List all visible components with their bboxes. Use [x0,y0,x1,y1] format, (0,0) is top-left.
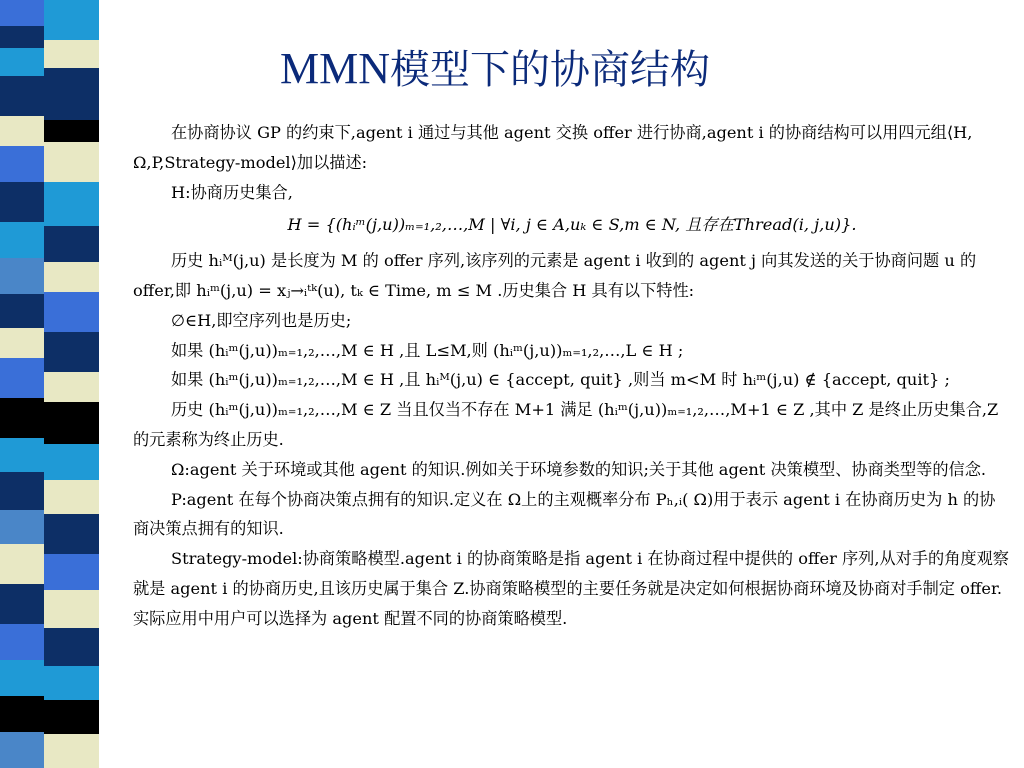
slide-title [280,38,900,95]
property-empty-sequence: ∅∈H,即空序列也是历史; [171,310,352,330]
title-latin: MMN [280,44,391,93]
property-terminal-history: 历史 (hᵢᵐ(j,u))ₘ₌₁,₂,…,M ∈ Z 当且仅当不存在 M+1 满足 (hᵢᵐ(j,u))ₘ₌₁,₂,…,M+1 ∈ Z ,其中 Z 是终止历史集合,Z 的元素称为终止历史. [133,400,999,449]
property-accept-quit: 如果 (hᵢᵐ(j,u))ₘ₌₁,₂,…,M ∈ H ,且 hᵢᴹ(j,u) ∈ {accept, quit} ,则当 m<M 时 hᵢᵐ(j,u) ∉ {accept, quit} ; [171,370,950,390]
paragraph-intro: 在协商协议 GP 的约束下,agent i 通过与其他 agent 交换 offer 进行协商,agent i 的协商结构可以用四元组⟨H, Ω,P,Strategy-model⟩加以描述: [133,123,973,172]
paragraph-p-knowledge: P:agent 在每个协商决策点拥有的知识.定义在 Ω上的主观概率分布 Pₕ,ᵢ( Ω)用于表示 agent i 在协商历史为 h 的协商决策点拥有的知识. [133,489,996,539]
slide-body [133,118,1011,634]
decorative-sidebar [0,0,120,768]
paragraph-h-definition: H:协商历史集合, [171,182,293,202]
sidebar-strip-left [0,0,44,768]
sidebar-strip-right [44,0,99,768]
title-chinese: 模型下的协商结构 [390,47,711,93]
formula-history-set: H = {(hᵢᵐ(j,u))ₘ₌₁,₂,…,M | ∀i, j ∈ A,uₖ ∈ S,m ∈ N, 且存在Thread(i, j,u)}. [287,215,857,235]
property-prefix: 如果 (hᵢᵐ(j,u))ₘ₌₁,₂,…,M ∈ H ,且 L≤M,则 (hᵢᵐ(j,u))ₘ₌₁,₂,…,L ∈ H ; [171,340,684,360]
paragraph-strategy-model: Strategy-model:协商策略模型.agent i 的协商策略是指 agent i 在协商过程中提供的 offer 序列,从对手的角度观察就是 agent i 的协商历史,且该历史属于集合 Z.协商策略模型的主要任务就是决定如何根据协商环境及协商对手制定 offer.实际应用中用户可以选择为 agent 配置不同的协商策略模型. [133,549,1009,628]
paragraph-history-description: 历史 hᵢᴹ(j,u) 是长度为 M 的 offer 序列,该序列的元素是 agent i 收到的 agent j 向其发送的关于协商问题 u 的 offer,即 hᵢᵐ(j,u) = xⱼ→ᵢᵗᵏ(u), tₖ ∈ Time, m ≤ M .历史集合 H 具有以下特性: [133,251,977,300]
paragraph-omega: Ω:agent 关于环境或其他 agent 的知识.例如关于环境参数的知识;关于其他 agent 决策模型、协商类型等的信念. [171,459,987,479]
